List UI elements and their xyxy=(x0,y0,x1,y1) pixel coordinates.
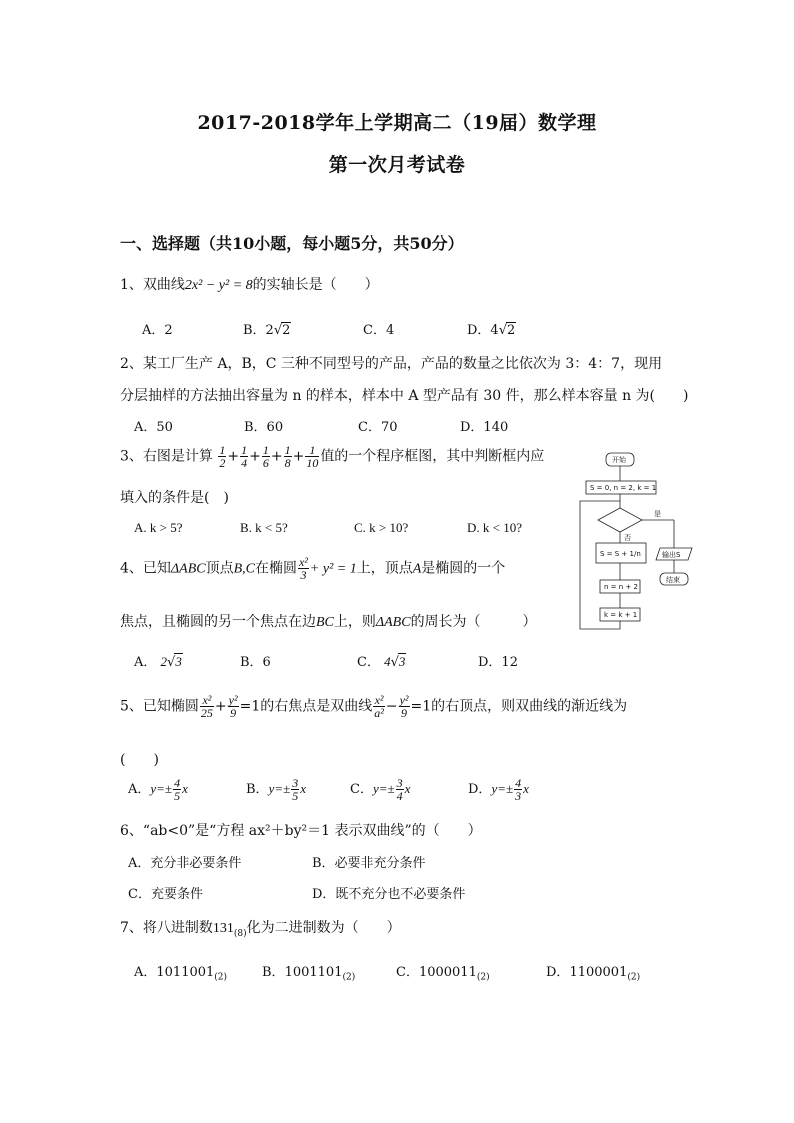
q1-option-c: C．4 xyxy=(363,323,395,338)
q5-line2: ( ) xyxy=(120,752,159,768)
q3-option-d: D. k < 10? xyxy=(467,520,522,535)
program-flowchart xyxy=(576,448,702,634)
q4-line1: 4、已知ΔABC顶点B,C在椭圆 $\frac{\text{x²}}{3}$ + y² = 1上，顶点A是椭圆的一个 xyxy=(120,555,506,582)
q2-line2: 分层抽样的方法抽出容量为 n 的样本，样本中 A 型产品有 30 件，那么样本容量 n 为( ) xyxy=(120,388,689,404)
q5-option-a: A．y=± $\frac{4}{5}$ x xyxy=(128,776,188,803)
q1-option-d: D．4√2 xyxy=(467,323,516,338)
q1-prefix: 1、双曲线 xyxy=(120,277,185,293)
q3-frac-5: $\frac{1}{10}$ xyxy=(306,443,319,470)
fc-update-s-text: S = S + 1/n xyxy=(600,550,641,558)
q5-option-d: D．y=± $\frac{4}{3}$ x xyxy=(468,776,529,803)
q7-option-b: B．$1001101_{(2)}$ xyxy=(262,965,356,983)
fc-decision-diamond xyxy=(598,508,642,532)
section-heading: 一、选择题（共10小题，每小题5分，共50分） xyxy=(120,234,464,253)
q3-option-a: A. k > 5? xyxy=(134,520,183,535)
q5-option-c: C．y=± $\frac{3}{4}$ x xyxy=(350,776,411,803)
q4-frac: $\frac{\text{x²}}{3}$ xyxy=(298,555,308,582)
page-subtitle: 第一次月考试卷 xyxy=(328,154,466,176)
q4-option-c: C． 4√3 xyxy=(357,654,406,670)
fc-update-n-text: n = n + 2 xyxy=(604,583,638,591)
q6-line: 6、“ab<0”是“方程 ax²＋by²＝1 表示双曲线”的（ ） xyxy=(120,823,482,839)
q6-option-a: A．充分非必要条件 xyxy=(128,856,242,871)
q6-option-d: D．既不充分也不必要条件 xyxy=(312,887,466,902)
q4-option-b: B．6 xyxy=(240,655,271,670)
q1-option-b: B．2√2 xyxy=(243,323,291,338)
q2-option-c: C．70 xyxy=(358,420,398,435)
q7-option-d: D．$1100001_{(2)}$ xyxy=(546,965,641,983)
q3-frac-1: $\frac{1}{2}$ xyxy=(219,443,226,470)
fc-start-text: 开始 xyxy=(612,456,626,464)
q7-option-c: C．$1000011_{(2)}$ xyxy=(396,965,490,983)
q4-option-d: D．12 xyxy=(478,655,518,670)
q2-option-d: D．140 xyxy=(460,420,509,435)
q3-frac-2: $\frac{1}{4}$ xyxy=(241,443,248,470)
q6-option-b: B．必要非充分条件 xyxy=(312,856,426,871)
fc-no-label: 否 xyxy=(624,534,631,542)
fc-update-k-text: k = k + 1 xyxy=(604,611,638,619)
q2-option-b: B．60 xyxy=(244,420,284,435)
q3-frac-4: $\frac{1}{8}$ xyxy=(284,443,291,470)
q2-option-a: A．50 xyxy=(134,420,173,435)
q3-frac-3: $\frac{1}{6}$ xyxy=(262,443,269,470)
q2-line1: 2、某工厂生产 A，B，C 三种不同型号的产品，产品的数量之比依次为 3：4：7，现用 xyxy=(120,356,663,372)
fc-output-text: 输出S xyxy=(662,551,681,559)
q5-option-b: B．y=± $\frac{3}{5}$ x xyxy=(246,776,307,803)
q6-option-c: C．充要条件 xyxy=(128,887,203,902)
q1-option-a: A．2 xyxy=(142,323,173,338)
q3-line1: 3、右图是计算 $\frac{1}{2}$ + $\frac{1}{4}$ + $\frac{1}{6}$ + $\frac{1}{8}$ + $\frac{1}{10}$ 值的一个程序框图，其中判断框内应 xyxy=(120,443,545,470)
q3-line2: 填入的条件是( ) xyxy=(120,490,229,506)
page-title: 2017-2018学年上学期高二（19届）数学理 xyxy=(197,112,597,134)
q4-line2: 焦点，且椭圆的另一个焦点在边BC上，则ΔABC的周长为（ ） xyxy=(120,614,537,630)
q7-option-a: A．$1011001_{(2)}$ xyxy=(134,965,228,983)
fc-end-text: 结束 xyxy=(666,576,680,584)
question-1 xyxy=(120,274,379,294)
fc-yes-label: 是 xyxy=(654,510,661,518)
q3-option-b: B. k < 5? xyxy=(240,520,288,535)
q3-option-c: C. k > 10? xyxy=(354,520,409,535)
q5-line1: 5、已知椭圆 $\frac{\text{x²}}{25}$ + $\frac{\text{y²}}{9}$ =1的右焦点是双曲线 $\frac{\text{x²}}{\text{a²}}$ − $\frac{\text{y²}}{9}$ =1的右顶点，则双曲线的渐近线为 xyxy=(120,693,628,720)
q1-formula: 2x² − y² = 8 xyxy=(184,278,253,293)
q7-line: 7、将八进制数$131_{(8)}$化为二进制数为（ ） xyxy=(120,920,401,939)
q4-option-a: A． 2√3 xyxy=(134,654,182,670)
fc-init-text: S = 0, n = 2, k = 1 xyxy=(590,484,657,492)
q1-suffix: 的实轴长是（ ） xyxy=(252,277,379,293)
